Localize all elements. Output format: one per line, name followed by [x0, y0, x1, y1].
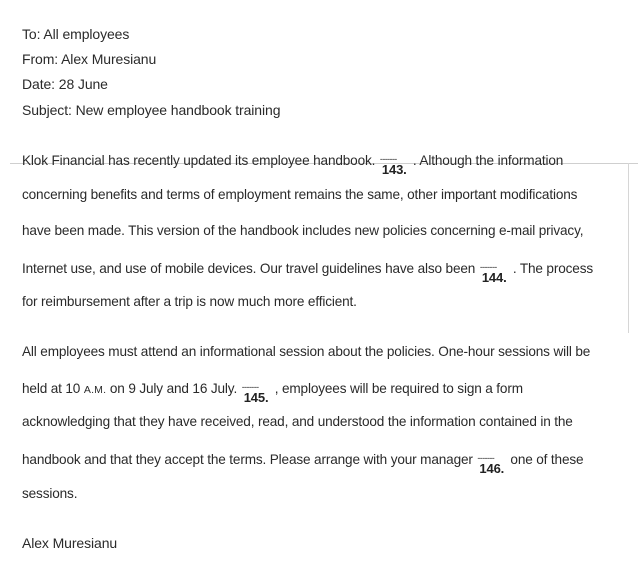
- paragraph2-line4-text: handbook and that they accept the terms. Please arrange with your manager: [22, 452, 473, 467]
- paragraph1-line4-tail: . The process: [512, 261, 593, 276]
- blank-144-number: 144.: [481, 270, 507, 285]
- blank-144-dashes: -------: [479, 262, 497, 272]
- blank-145-number: 145.: [243, 390, 269, 405]
- paragraph2-line2-tail: , employees will be required to sign a form: [274, 381, 523, 396]
- paragraph1-line2: concerning benefits and terms of employment remains the same, other important modifications: [22, 187, 578, 202]
- divider-vertical: [628, 163, 629, 333]
- paragraph1-line1-text: Klok Financial has recently updated its employee handbook.: [22, 153, 376, 168]
- blank-146-number: 146.: [479, 461, 505, 476]
- blank-146[interactable]: [476, 450, 510, 476]
- blank-143[interactable]: [379, 151, 413, 177]
- memo-date-line: Date: 28 June: [22, 76, 108, 92]
- blank-145-dashes: -------: [241, 382, 259, 392]
- paragraph1-line1-tail: . Although the information: [412, 153, 564, 168]
- paragraph1-line4: [22, 259, 593, 285]
- paragraph2-am-label: A.M.: [83, 384, 107, 396]
- blank-143-number: 143.: [381, 162, 407, 177]
- memo-from-line: From: Alex Muresianu: [22, 51, 157, 67]
- blank-144[interactable]: [479, 259, 513, 285]
- paragraph1-line5: for reimbursement after a trip is now much more efficient.: [22, 294, 357, 309]
- memo-subject-line: Subject: New employee handbook training: [22, 102, 281, 118]
- signature: Alex Muresianu: [22, 535, 118, 551]
- paragraph2-line2-text: held at 10: [22, 381, 81, 396]
- paragraph2-line4-tail: one of these: [510, 452, 584, 467]
- memo-to-line: To: All employees: [22, 26, 130, 42]
- paragraph1-line3: have been made. This version of the handbook includes new policies concerning e-mail privacy,: [22, 223, 584, 238]
- paragraph2-line2: [22, 379, 523, 405]
- blank-145[interactable]: [241, 379, 275, 405]
- paragraph1-line4-text: Internet use, and use of mobile devices. Our travel guidelines have also been: [22, 261, 476, 276]
- paragraph1-line1: [22, 151, 564, 177]
- paragraph2-line1: All employees must attend an informational session about the policies. One-hour sessions will be: [22, 344, 591, 359]
- paragraph2-line4: [22, 450, 584, 476]
- paragraph2-line5: sessions.: [22, 486, 78, 501]
- paragraph2-line2-dates: on 9 July and 16 July.: [109, 381, 238, 396]
- blank-146-dashes: -------: [477, 453, 495, 463]
- paragraph2-line3: acknowledging that they have received, read, and understood the information contained in the: [22, 414, 573, 429]
- blank-143-dashes: -------: [379, 154, 397, 164]
